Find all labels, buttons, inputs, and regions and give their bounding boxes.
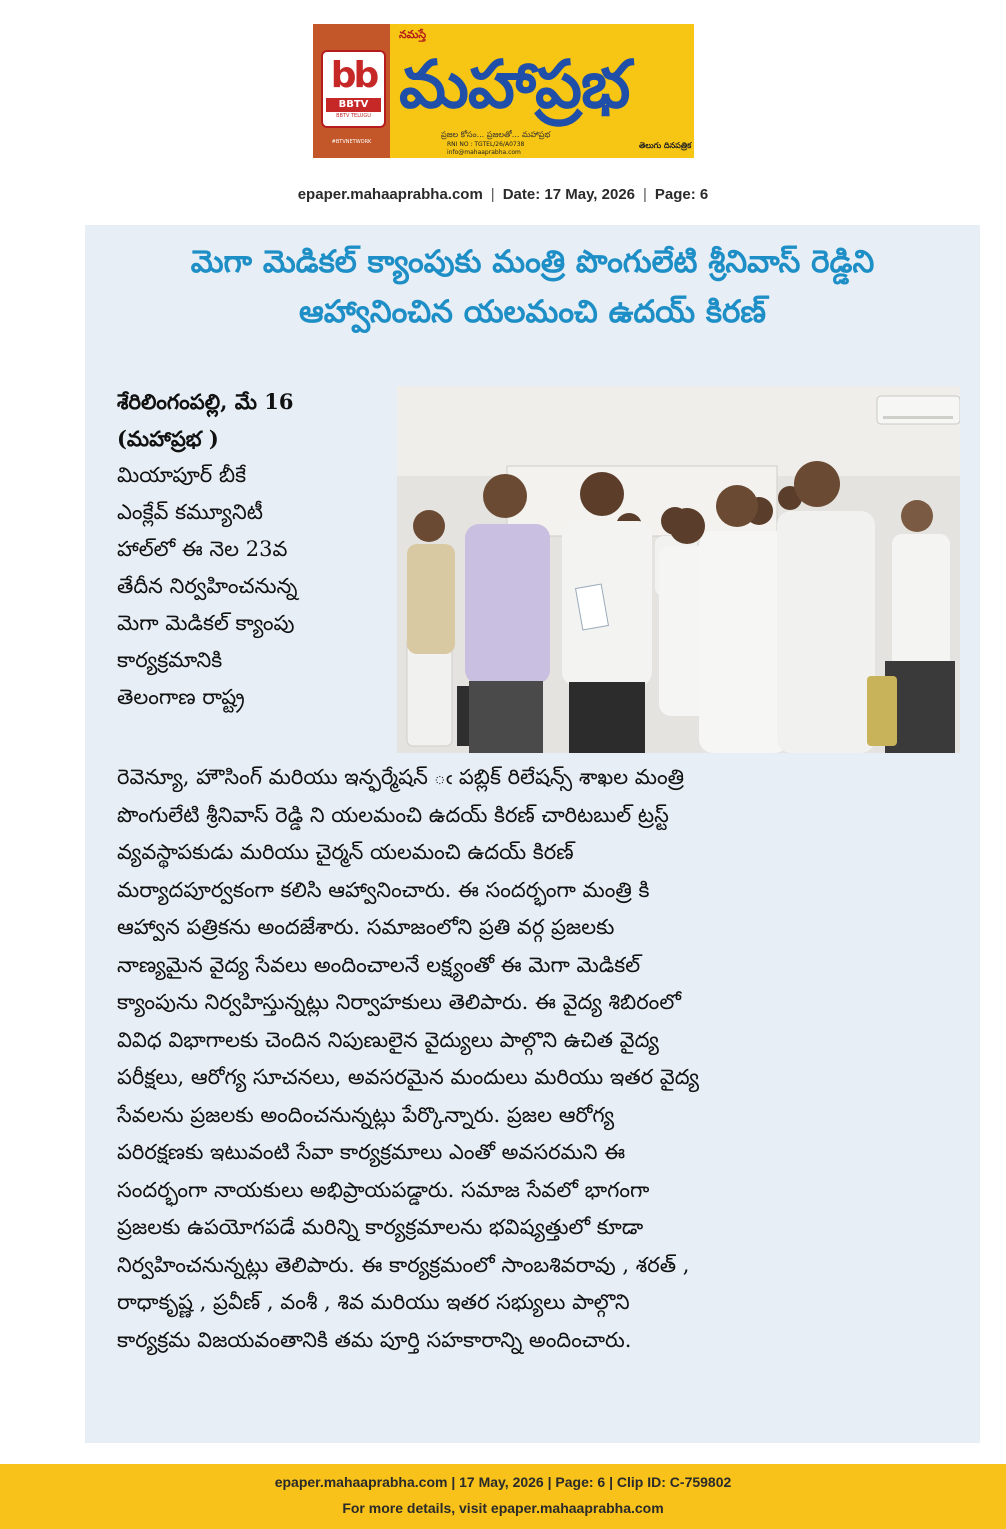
intro-line: మెగా మెడికల్ క్యాంపు	[117, 611, 295, 635]
news-photo-icon	[397, 386, 960, 753]
headline-line: మెగా మెడికల్ క్యాంపుకు మంత్రి పొంగులేటి శ్రీనివాస్ రెడ్డిని	[190, 244, 875, 280]
bbtv-logo-label: BBTV	[326, 98, 381, 112]
body-line: క్యాంపును నిర్వహిస్తున్నట్లు నిర్వాహకులు తెలిపారు. ఈ వైద్య శిబిరంలో	[117, 990, 681, 1014]
dateline-separator: |	[643, 186, 647, 203]
bbtv-logo-sublabel: BBTV TELUGU	[336, 113, 371, 119]
edition-page: Page: 6	[654, 186, 709, 203]
masthead	[313, 24, 694, 158]
body-line: నాణ్యమైన వైద్య సేవలు అందించాలనే లక్ష్యంతో ఈ మెగా మెడికల్	[117, 952, 641, 977]
intro-line: హాల్‌లో ఈ నెల 23వ	[117, 537, 288, 561]
body-line: పరిరక్షణకు ఇటువంటి సేవా కార్యక్రమాలు ఎంతో అవసరమని ఈ	[117, 1140, 626, 1164]
article-place-date: శేరిలింగంపల్లి, మే 16	[117, 389, 294, 414]
edition-date: Date: 17 May, 2026	[502, 186, 636, 203]
dateline-separator: |	[490, 186, 495, 203]
body-line: వివిధ విభాగాలకు చెందిన నిపుణులైన వైద్యులు పాల్గొని ఉచిత వైద్య	[117, 1027, 659, 1052]
body-line: ప్రజలకు ఉపయోగపడే మరిన్ని కార్యక్రమాలను భవిష్యత్తులో కూడా	[117, 1215, 644, 1239]
headline-line: ఆహ్వానించిన యలమంచి ఉదయ్ కిరణ్	[298, 294, 767, 330]
body-line: కార్యక్రమ విజయవంతానికి తమ పూర్తి సహకారాన్ని అందించారు.	[117, 1327, 632, 1352]
bbtv-logo-mark: bb	[330, 55, 377, 96]
edition-dateline	[0, 186, 1006, 203]
brand-email: info@mahaaprabha.com	[447, 149, 521, 156]
body-line: మర్యాదపూర్వకంగా కలిసి ఆహ్వానించారు. ఈ సందర్భంగా మంత్రి కి	[117, 877, 650, 902]
bbtv-logo-badge	[321, 50, 386, 128]
article-body	[117, 759, 957, 1359]
bbtv-logo	[313, 24, 390, 158]
intro-line: ఎంక్లేవ్ కమ్యూనిటీ	[117, 500, 263, 524]
body-line: వ్యవస్థాపకుడు మరియు చైర్మన్ యలమంచి ఉదయ్ కిరణ్	[117, 840, 574, 864]
intro-line: మియాపూర్ బీకే	[117, 463, 247, 487]
body-line: రాధాకృష్ణ , ప్రవీణ్ , వంశీ , శివ మరియు ఇతర సభ్యులు పాల్గొని	[117, 1290, 630, 1314]
intro-line: కార్యక్రమానికి	[117, 648, 223, 672]
brand-prefix: నమస్తే	[399, 28, 427, 41]
brand-rni: RNI NO : TGTEL/26/A0738	[447, 141, 525, 148]
footer-clip-info: epaper.mahaaprabha.com | 17 May, 2026 | Page: 6 | Clip ID: C-759802	[274, 1474, 732, 1490]
brand-tagline: ప్రజల కోసం... ప్రజలతో... మహాప్రభ	[441, 130, 551, 139]
article-intro	[117, 383, 377, 716]
body-line: రెవెన్యూ, హౌసింగ్ మరియు ఇన్ఫర్మేషన్ ఁ పబ్లిక్ రిలేషన్స్ శాఖల మంత్రి	[117, 765, 685, 789]
bbtv-network-tag: #BTVNETWORK	[331, 139, 372, 145]
brand-daily-label: తెలుగు దినపత్రిక	[639, 141, 692, 150]
edition-site: epaper.mahaaprabha.com	[297, 186, 483, 203]
body-line: నిర్వహించనున్నట్లు తెలిపారు. ఈ కార్యక్రమంలో సాంబశివరావు , శరత్ ,	[117, 1252, 690, 1277]
intro-line: తేదీన నిర్వహించనున్న	[117, 574, 298, 598]
intro-line: తెలంగాణ రాష్ట్ర	[117, 685, 245, 709]
body-line: సేవలను ప్రజలకు అందించనున్నట్లు పేర్కొన్నారు. ప్రజల ఆరోగ్య	[117, 1102, 615, 1127]
article-photo	[397, 386, 960, 753]
body-line: ఆహ్వాన పత్రికను అందజేశారు. సమాజంలోని ప్రతి వర్గ ప్రజలకు	[117, 915, 615, 939]
footer-bar	[0, 1464, 1006, 1529]
article-source: (మహాప్రభ )	[117, 426, 219, 451]
footer-more-details: For more details, visit epaper.mahaaprabha.com	[342, 1500, 664, 1516]
article-headline	[95, 237, 970, 337]
body-line: సందర్భంగా నాయకులు అభిప్రాయపడ్డారు. సమాజ సేవలో భాగంగా	[117, 1177, 650, 1202]
body-line: పొంగులేటి శ్రీనివాస్ రెడ్డి ని యలమంచి ఉదయ్ కిరణ్ చారిటబుల్ ట్రస్ట్	[117, 802, 669, 827]
article-clip	[85, 225, 980, 1443]
body-line: పరీక్షలు, ఆరోగ్య సూచనలు, అవసరమైన మందులు మరియు ఇతర వైద్య	[117, 1065, 700, 1089]
newspaper-title: మహాప్రభ	[399, 46, 630, 123]
